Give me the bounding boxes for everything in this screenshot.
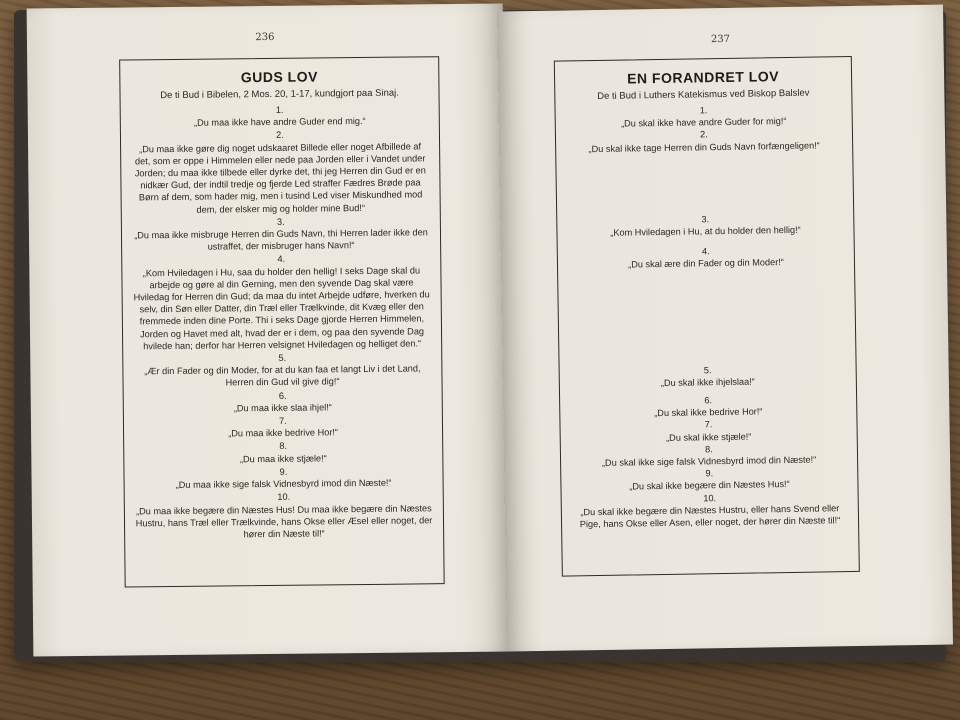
commandment-number: 7. <box>279 415 287 426</box>
commandment-text: „Du skal ikke stjæle!“ <box>665 431 752 443</box>
commandment-number: 2. <box>700 129 708 140</box>
right-page <box>497 5 953 652</box>
commandment-number: 5. <box>703 364 712 375</box>
commandment-text: „Du skal ikke bedrive Hor!“ <box>654 406 763 419</box>
page-number: 236 <box>255 31 275 44</box>
commandment-text: „Du skal ikke begære din Næstes Hustru, eller hans Svend eller Pige, hans Okse eller Asen, eller noget, der hører din Næste til!“ <box>579 503 841 530</box>
commandment-number: 2. <box>276 130 284 141</box>
commandment-number: 4. <box>701 246 710 257</box>
commandment <box>134 464 432 492</box>
commandment <box>572 490 849 531</box>
text-frame <box>119 56 445 587</box>
commandment-text: „Du maa ikke misbruge Herren din Guds Navn, thi Herren lader ikke den ustraffet, der misbruger hans Navn!“ <box>134 227 428 252</box>
commandment <box>134 439 432 467</box>
commandment <box>132 252 431 353</box>
commandment-number: 6. <box>704 395 713 406</box>
commandment <box>570 362 846 391</box>
commandment <box>132 214 430 254</box>
commandment-number: 9. <box>279 466 288 477</box>
commandment <box>567 211 843 240</box>
commandment-text: „Du skal ikke sige falsk Vidnesbyrd imod din Næste!“ <box>601 454 817 468</box>
commandment <box>134 413 432 441</box>
commandment <box>134 388 432 416</box>
commandment-number: 3. <box>701 214 710 225</box>
commandment-number: 1. <box>699 105 708 116</box>
text-frame <box>554 56 860 577</box>
commandment-text: „Kom Hviledagen i Hu, saa du holder den hellig! I seks Dage skal du arbejde og gøre al din Gerning, men den syvende Dag skal være Hviledag for Herren din Gud; da maa du intet Arbejde udføre, hverken du selv, din Søn eller Datter, din Træl eller Trælkvinde, dit Kvæg eller den fremmede inden dine Porte. Thi i seks Dage gjorde Herren Himmelen, Jorden og Havet med alt, hvad der er i dem, og paa den syvende Dag hvilede han; derfor har Herren velsignet Hviledagen og helliget den.“ <box>133 265 430 352</box>
commandment-text: „Kom Hviledagen i Hu, at du holder den hellig!“ <box>610 224 801 238</box>
commandment-text: „Du maa ikke gøre dig noget udskaaret Billede eller noget Afbillede af det, som er oppe i Himmelen eller nede paa Jorden eller i Vandet under Jorden; du maa ikke tilbede eller dyrke det, thi jeg Herren din Gud er en nidkær Gud, der indtil tredje og fjerde Led straffer Fædres Brøde paa Børn af dem, som hader mig, men i tusind Led viser Miskundhed mod dem, der elsker mig og holder mine Bud!“ <box>134 140 426 215</box>
commandment-text: „Du maa ikke sige falsk Vidnesbyrd imod din Næste!“ <box>175 477 392 491</box>
commandment-text: „Du maa ikke stjæle!“ <box>239 453 327 464</box>
commandment-number: 9. <box>705 468 714 479</box>
commandment-number: 5. <box>278 352 287 363</box>
page-subtitle: De ti Bud i Bibelen, 2 Mos. 20, 1-17, kundgjort paa Sinaj. <box>160 87 399 102</box>
page-number: 237 <box>710 33 731 46</box>
commandment-number: 8. <box>279 441 288 452</box>
commandment-text: „Du maa ikke slaa ihjel!“ <box>233 402 332 414</box>
commandment-number: 7. <box>704 419 713 430</box>
commandment <box>133 350 431 390</box>
commandment-text: „Du skal ikke begære din Næstes Hus!“ <box>629 479 790 492</box>
commandment-text: „Du maa ikke bedrive Hor!“ <box>228 427 339 439</box>
commandment-number: 4. <box>277 254 286 265</box>
commandment-text: „Du skal ikke have andre Guder for mig!“ <box>620 116 787 129</box>
commandment-number: 6. <box>278 390 287 401</box>
commandment-number: 1. <box>275 104 284 115</box>
commandment-number: 10. <box>277 492 291 503</box>
commandment-text: „Du maa ikke have andre Guder end mig.“ <box>193 116 366 128</box>
commandment <box>568 243 844 272</box>
commandment-text: „Du maa ikke begære din Næstes Hus! Du maa ikke begære din Næstes Hustru, hans Træl eller Trælkvinde, hans Okse eller Æsel eller noget, der hører din Næste til!“ <box>135 502 433 540</box>
page-title: EN FORANDRET LOV <box>626 68 780 87</box>
page-subtitle: De ti Bud i Luthers Katekismus ved Biskop Balslev <box>597 87 810 102</box>
commandment <box>135 490 433 542</box>
commandment-text: „Du skal ikke ihjelslaa!“ <box>660 376 755 388</box>
commandment <box>131 128 430 217</box>
commandment-text: „Ær din Fader og din Moder, for at du kan faa et langt Liv i det Land, Herren din Gud vil give dig!“ <box>144 363 421 388</box>
page-title: GUDS LOV <box>240 68 318 86</box>
commandment-number: 10. <box>703 492 717 504</box>
commandment-text: „Du skal ikke tage Herren din Guds Navn forfængeligen!“ <box>588 140 820 154</box>
commandment-number: 3. <box>276 216 285 227</box>
commandment-text: „Du skal ære din Fader og din Moder!“ <box>628 257 784 270</box>
commandment-number: 8. <box>704 444 713 455</box>
commandment <box>131 102 429 130</box>
left-page <box>27 4 510 657</box>
commandment <box>566 127 842 156</box>
commandment <box>571 441 847 470</box>
